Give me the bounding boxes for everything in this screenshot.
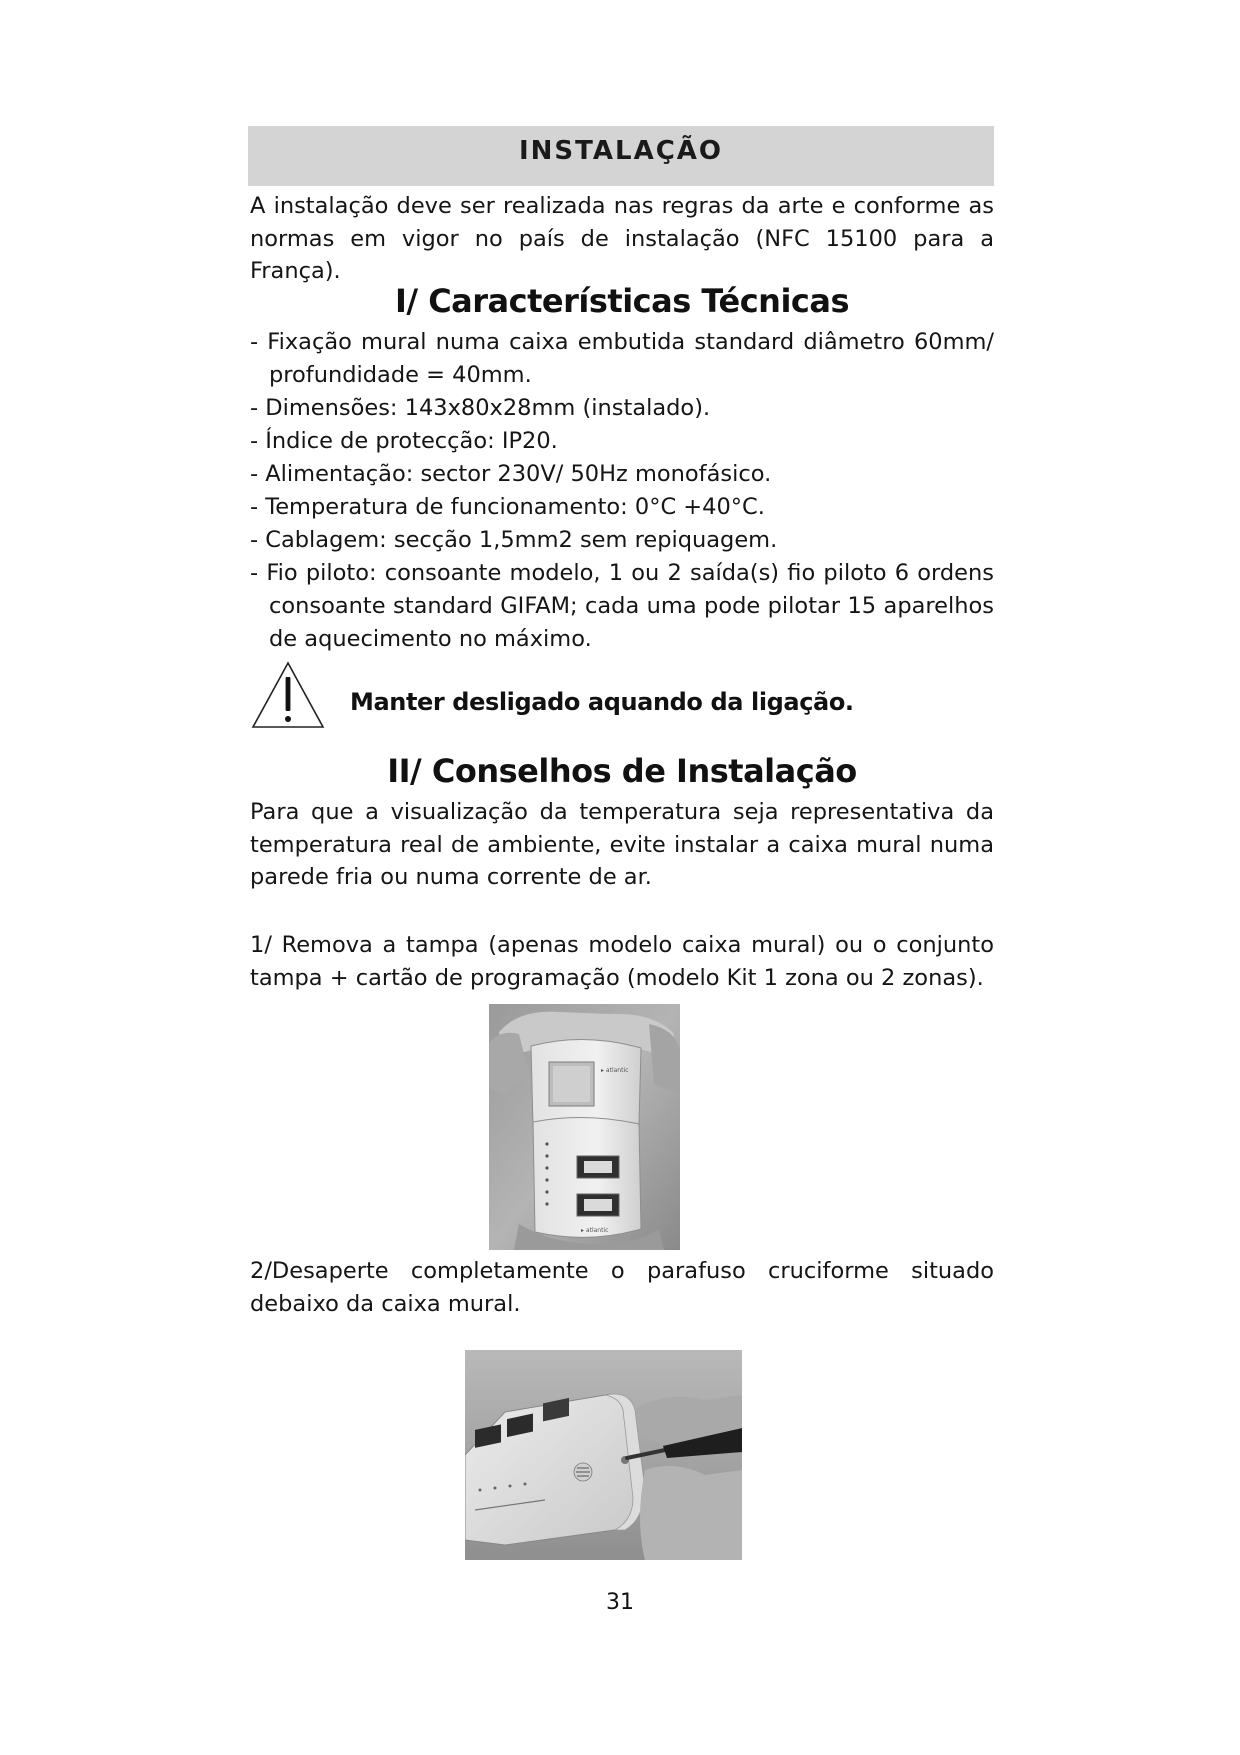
list-item: - Fio piloto: consoante modelo, 1 ou 2 saída(s) fio piloto 6 ordens consoante standard GIFAM; cada uma pode pilotar 15 aparelhos de aquecimento no máximo. — [250, 560, 994, 652]
intro-paragraph: A instalação deve ser realizada nas regras da arte e conforme as normas em vigor no país de instalação (NFC 15100 para a França). — [250, 193, 994, 284]
step-2-text: 2/Desaperte completamente o parafuso cruciforme situado debaixo da caixa mural. — [250, 1258, 994, 1317]
advice-heading: II/ Conselhos de Instalação — [387, 752, 857, 790]
list-item: - Fixação mural numa caixa embutida standard diâmetro 60mm/ profundidade = 40mm. — [250, 329, 994, 388]
warning-triangle-icon — [250, 660, 326, 730]
list-item: - Dimensões: 143x80x28mm (instalado). — [250, 395, 711, 421]
list-item: - Cablagem: secção 1,5mm2 sem repiquagem. — [250, 527, 778, 553]
section-header-bar — [248, 126, 994, 186]
step-1-text: 1/ Remova a tampa (apenas modelo caixa mural) ou o conjunto tampa + cartão de programação (modelo Kit 1 zona ou 2 zonas). — [250, 932, 994, 991]
specs-list — [250, 326, 994, 656]
page-number: 31 — [606, 1590, 634, 1615]
list-item: - Alimentação: sector 230V/ 50Hz monofásico. — [250, 461, 772, 487]
list-item: - Índice de protecção: IP20. — [250, 428, 558, 454]
photo-remove-cover — [489, 1004, 680, 1250]
section-title: INSTALAÇÃO — [519, 136, 723, 166]
warning-text: Manter desligado aquando da ligação. — [350, 688, 854, 716]
advice-paragraph: Para que a visualização da temperatura seja representativa da temperatura real de ambiente, evite instalar a caixa mural numa parede fria ou numa corrente de ar. — [250, 799, 994, 890]
svg-text:▸ atlantic: ▸ atlantic — [601, 1067, 629, 1074]
svg-text:▸ atlantic: ▸ atlantic — [581, 1227, 609, 1234]
photo-screwdriver — [465, 1350, 742, 1560]
specs-heading: I/ Características Técnicas — [394, 282, 850, 320]
list-item: - Temperatura de funcionamento: 0°C +40°C. — [250, 494, 765, 520]
